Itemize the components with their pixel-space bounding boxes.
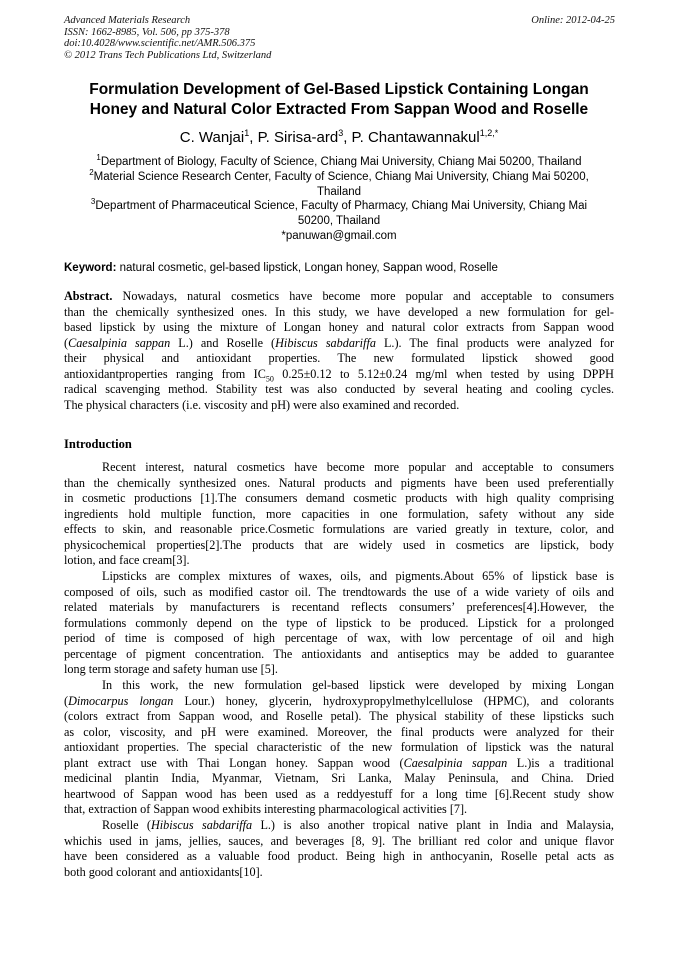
journal-header [64, 15, 271, 61]
corresponding-email[interactable]: *panuwan@gmail.com [281, 230, 397, 242]
keywords-text: natural cosmetic, gel-based lipstick, Longan honey, Sappan wood, Roselle [116, 262, 498, 274]
abstract-label: Abstract. [64, 289, 113, 303]
abstract: Abstract. Nowadays, natural cosmetics have become more popular and acceptable to consumers than the chemically synthesized ones. In this study, we have developed a new formulation for gel- based lipstick by using the mixture of Longan honey and natural color extracts from Sappan wood (Caesalpinia sappan L.) and Roselle (Hibiscus sabdariffa L.). The final products were analyzed for their physical and antioxidant properties. The new formulated lipstick showed good antioxidantproperties ranging from $IC_{50}$ 0.25±0.12 to 5.12±0.24 mg/ml when tested by using DPPH radical scavenging method. Stability test was also conducted by several heating and cooling cycles. The physical characters (i.e. viscosity and pH) were also examined and recorded. [64, 289, 614, 412]
affiliation-1: $^1$Department of Biology, Faculty of Science, Chiang Mai University, Chiang Mai 50200, Thailand [96, 153, 582, 168]
journal-name: Advanced Materials Research [64, 15, 191, 26]
author-2-affil: 3 [338, 128, 344, 138]
affiliation-2: $^2$Material Science Research Center, Faculty of Science, Chiang Mai University, Chiang Mai 50200, Thailand [89, 168, 589, 198]
intro-paragraph-3: In this work, the new formulation gel-based lipstick were developed by mixing Longan (Dimocarpus longan Lour.) honey, glycerin, hydroxypropylmethylcellulose (HPMC), and colorants (colors extract from Sappan wood, and Roselle petal). The physical stability of these lipsticks such as color, viscosity, and pH were examined. Moreover, the final products were analyzed for their antioxidant properties. The special characteristic of the new formulation of lipstick was the natural plant extract use with Thai Longan honey. Sappan wood (Caesalpinia sappan L.)is a traditional medicinal plantin India, Myanmar, Vietnam, Sri Lanka, Malay Peninsula, and China. Dried heartwood of Sappan wood has been used as a reddyestuff for a long time [6].Recent study show that, extraction of Sappan wood exhibits interesting pharmacological activities [7]. [64, 678, 614, 816]
intro-paragraph-1: Recent interest, natural cosmetics have become more popular and acceptable to consumers than the chemically synthesized ones. Natural products and pigments have been used preferentially in cosmetic productions [1].The consumers demand cosmetic products with high quality comprising ingredients hold multiple function, more capacities in one formulation, safety without any side effects to skin, and reasonable price.Cosmetic formulations are varied greatly in texture, color, and physicochemical properties[2].The products that are widely used in cosmetics are lipstick, body lotion, and face cream[3]. [64, 460, 614, 567]
journal-issn: ISSN: 1662-8985, Vol. 506, pp 375-378 [64, 26, 230, 38]
author-list: C. Wanjai$^1$, P. Sirisa-ard$^3$, P. Chantawannakul$^{1,2,*}$ [179, 128, 499, 146]
author-1-affil: 1 [244, 128, 250, 138]
title-line-1: Formulation Development of Gel-Based Lipstick Containing Longan [89, 81, 589, 98]
paper-title [64, 80, 614, 120]
keywords-label: Keyword: [64, 262, 117, 274]
keywords [64, 262, 614, 274]
intro-paragraph-4: Roselle (Hibiscus sabdariffa L.) is also another tropical native plant in India and Malaysia, whichis used in jams, jellies, sauces, and beverages [8, 9]. The brilliant red color and unique flavor have been considered as a valuable food product. Being high in anthocyanin, Roselle petal acts as both good colorant and antioxidants[10]. [64, 818, 614, 879]
title-line-2: Honey and Natural Color Extracted From Sappan Wood and Roselle [89, 101, 589, 118]
author-3: P. Chantawannakul [351, 129, 480, 146]
journal-copyright: © 2012 Trans Tech Publications Ltd, Switzerland [64, 49, 272, 61]
affiliation-3: $^3$Department of Pharmaceutical Science, Faculty of Pharmacy, Chiang Mai University, Chiang Mai 50200, Thailand [90, 197, 588, 227]
journal-doi: doi:10.4028/www.scientific.net/AMR.506.375 [64, 38, 256, 49]
introduction-heading: Introduction [64, 437, 132, 451]
author-1: C. Wanjai [179, 129, 245, 146]
author-2: P. Sirisa-ard [257, 129, 339, 146]
intro-paragraph-2: Lipsticks are complex mixtures of waxes, oils, and pigments.About 65% of lipstick base is composed of oils, such as modified castor oil. The trendtowards the use of a wide variety of oils and related materials by manufacturers is recentand reflects consumers’ preferences[4].However, the formulations commonly depend on the type of lipstick to be produced. Lipstick for a prolonged period of time is composed of high percentage of wax, with low percentage of oil and high percentage of pigment concentration. The antioxidants and antiseptics may be added to guarantee long term storage and safety human use [5]. [64, 569, 614, 676]
author-3-affil: 1,2,* [479, 128, 499, 138]
online-date: Online: 2012-04-25 [531, 15, 615, 26]
